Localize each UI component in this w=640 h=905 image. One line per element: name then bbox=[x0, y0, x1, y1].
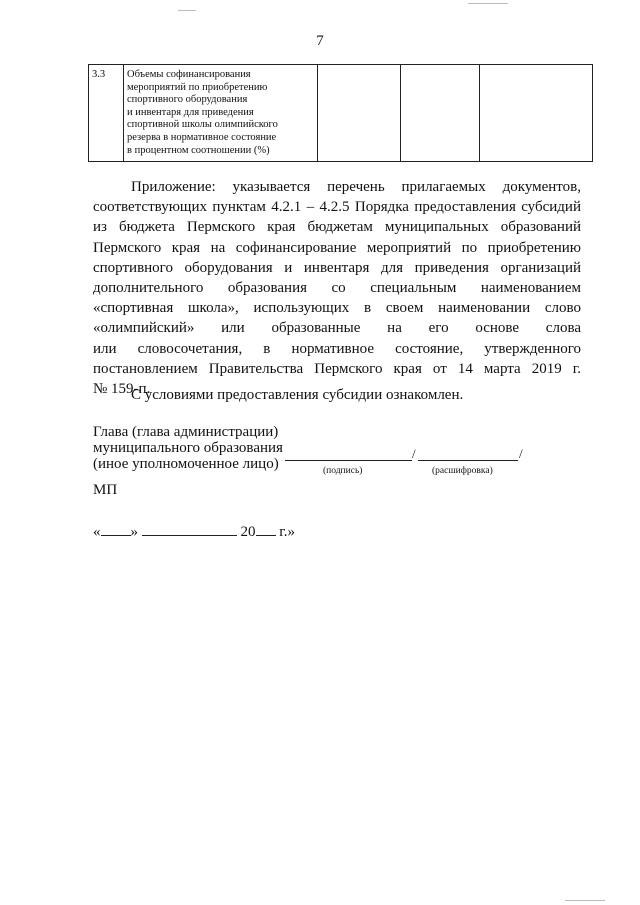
signatory-block bbox=[93, 424, 283, 472]
row-name-line: и инвентаря для приведения bbox=[127, 106, 254, 118]
row-name-line: мероприятий по приобретению bbox=[127, 81, 268, 93]
empty-cell bbox=[318, 65, 401, 162]
appendix-line: или словосочетания, в нормативное состояние, утвержденного bbox=[93, 340, 581, 357]
empty-cell bbox=[401, 65, 480, 162]
row-name-line: спортивного оборудования bbox=[127, 94, 248, 106]
cofinancing-table-row bbox=[88, 64, 593, 162]
appendix-line: Приложение: указывается перечень прилагаемых документов, bbox=[131, 179, 581, 195]
scan-edge-mark bbox=[468, 3, 508, 4]
decoding-caption: (расшифровка) bbox=[432, 466, 493, 476]
separator-slash: / bbox=[412, 446, 416, 461]
signatory-line: муниципального образования bbox=[93, 440, 283, 456]
row-name-line: спортивной школы олимпийского bbox=[127, 119, 278, 131]
year-prefix: 20 bbox=[240, 524, 256, 540]
signatory-line: Глава (глава администрации) bbox=[93, 424, 279, 440]
signature-field[interactable] bbox=[285, 460, 412, 461]
date-open-quote: « bbox=[93, 524, 101, 540]
appendix-line: Пермского края на софинансирование мероприятий по приобретению bbox=[93, 239, 581, 256]
decoding-field[interactable] bbox=[418, 460, 518, 461]
appendix-line: «спортивная школа», использующих в своем наименовании слово bbox=[93, 300, 581, 317]
separator-slash: / bbox=[519, 446, 523, 461]
stamp-label: МП bbox=[93, 482, 118, 498]
signature-caption: (подпись) bbox=[323, 466, 363, 476]
appendix-line: спортивного оборудования и инвентаря для приведения организаций bbox=[93, 259, 581, 276]
month-field[interactable] bbox=[142, 521, 237, 536]
row-name-line: Объемы софинансирования bbox=[127, 69, 251, 80]
table-row bbox=[89, 65, 593, 162]
appendix-line: из бюджета Пермского края бюджетам муниципальных образований bbox=[93, 219, 581, 236]
day-field[interactable] bbox=[101, 521, 131, 536]
date-line bbox=[93, 521, 295, 541]
date-close-quote: » bbox=[130, 524, 138, 540]
appendix-line: соответствующих пунктам 4.2.1 – 4.2.5 Порядка предоставления субсидий bbox=[93, 199, 581, 216]
row-name-line: в процентном соотношении (%) bbox=[127, 144, 270, 156]
appendix-line: дополнительного образования со специальным наименованием bbox=[93, 279, 581, 296]
year-suffix: г.» bbox=[279, 524, 295, 540]
appendix-line: № 159-п. bbox=[93, 380, 151, 397]
page-number: 7 bbox=[316, 33, 324, 49]
scan-edge-mark bbox=[178, 10, 196, 11]
appendix-paragraph bbox=[93, 177, 581, 399]
appendix-line: постановлением Правительства Пермского края от 14 марта 2019 г. bbox=[93, 360, 581, 377]
row-name bbox=[124, 65, 318, 162]
row-name-line: резерва в нормативное состояние bbox=[127, 131, 277, 143]
acknowledgement: С условиями предоставления субсидии ознакомлен. bbox=[131, 387, 464, 403]
scan-edge-mark bbox=[565, 900, 605, 901]
appendix-line: «олимпийский» или образованные на его основе слова bbox=[93, 320, 581, 337]
row-number: 3.3 bbox=[89, 65, 124, 162]
signatory-line: (иное уполномоченное лицо) bbox=[93, 456, 279, 472]
year-field[interactable] bbox=[256, 521, 276, 536]
empty-cell bbox=[480, 65, 593, 162]
